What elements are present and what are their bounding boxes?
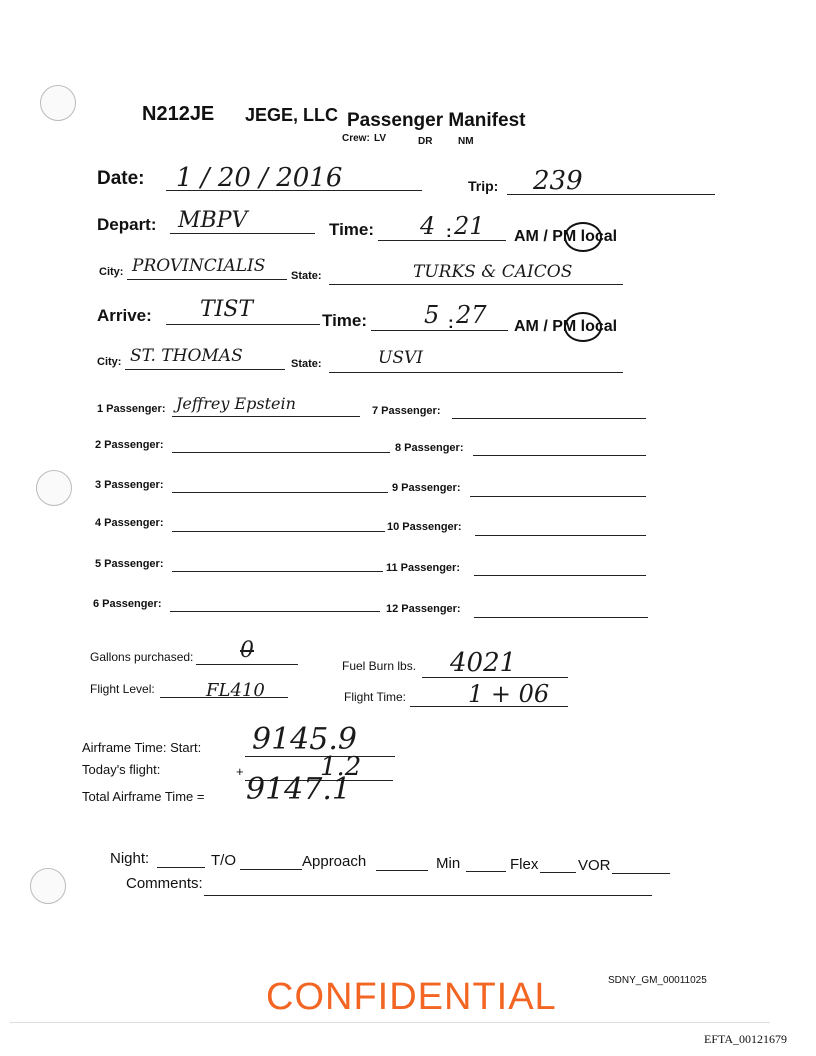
passenger-2-line (172, 452, 390, 453)
crew-3: NM (458, 136, 474, 147)
passenger-3-line (172, 492, 388, 493)
depart-time-min: 21 (454, 212, 485, 240)
arrive-city-line (125, 369, 285, 370)
arrive-line (166, 324, 320, 325)
depart-time-label: Time: (329, 220, 375, 239)
scan-edge-line (10, 1022, 770, 1023)
arrive-time-hour: 5 (424, 301, 440, 329)
to-label: T/O (211, 852, 236, 869)
passenger-1-line (172, 416, 360, 417)
approach-line (376, 870, 428, 871)
depart-ampm: AM / PM local (514, 228, 618, 245)
crew-2: DR (418, 136, 433, 147)
bates-number: SDNY_GM_00011025 (608, 975, 707, 986)
depart-time-colon: : (446, 222, 452, 241)
crew-1: LV (374, 133, 387, 144)
todays-flight-plus: + (236, 764, 244, 779)
gallons-value: 0 (240, 638, 254, 663)
trip-value: 239 (533, 166, 583, 196)
passenger-2-label: 2 Passenger: (95, 439, 164, 451)
arrive-time-label: Time: (322, 311, 368, 330)
depart-pm-circle (564, 222, 602, 252)
passenger-8-line (473, 455, 646, 456)
passenger-10-label: 10 Passenger: (387, 521, 462, 533)
fuel-burn-value: 4021 (450, 648, 517, 678)
to-line (240, 869, 302, 870)
passenger-11-line (474, 575, 646, 576)
form-title: Passenger Manifest (347, 110, 526, 131)
passenger-11-label: 11 Passenger: (386, 562, 460, 574)
min-line (466, 871, 506, 872)
arrive-city-label: City: (97, 356, 122, 368)
todays-flight-label: Today's flight: (82, 762, 161, 777)
efta-number: EFTA_00121679 (704, 1032, 788, 1046)
date-label: Date: (97, 168, 145, 189)
tail-number: N212JE (142, 103, 215, 125)
approach-label: Approach (302, 853, 367, 870)
passenger-10-line (475, 535, 646, 536)
depart-value: MBPV (178, 208, 248, 233)
fuel-burn-label: Fuel Burn lbs. (342, 659, 417, 673)
punch-hole-middle (36, 470, 72, 506)
flex-line (540, 872, 576, 873)
comments-line (204, 895, 652, 896)
night-label: Night: (110, 850, 150, 867)
arrive-state-line (329, 372, 623, 373)
flex-label: Flex (510, 856, 539, 873)
passenger-9-line (470, 496, 646, 497)
company-name: JEGE, LLC (245, 105, 339, 125)
depart-time-line (378, 240, 506, 241)
total-airframe-label: Total Airframe Time = (82, 789, 205, 804)
flight-level-value: FL410 (206, 680, 265, 701)
passenger-7-label: 7 Passenger: (372, 405, 441, 417)
arrive-pm-circle (564, 312, 602, 342)
vor-line (612, 873, 670, 874)
flight-level-label: Flight Level: (90, 682, 155, 696)
arrive-time-line (371, 330, 508, 331)
gallons-label: Gallons purchased: (90, 650, 194, 664)
date-value: 1 / 20 / 2016 (176, 163, 343, 193)
confidential-stamp: CONFIDENTIAL (266, 976, 557, 1018)
arrive-time-min: 27 (456, 301, 487, 329)
depart-state-value: TURKS & CAICOS (413, 262, 573, 282)
passenger-1-label: 1 Passenger: (97, 403, 166, 415)
gallons-line (196, 664, 298, 665)
depart-state-label: State: (291, 270, 322, 282)
passenger-6-label: 6 Passenger: (93, 598, 162, 610)
passenger-6-line (170, 611, 380, 612)
trip-label: Trip: (468, 178, 499, 194)
punch-hole-bottom (30, 868, 66, 904)
arrive-state-value: USVI (378, 348, 423, 368)
arrive-label: Arrive: (97, 306, 152, 325)
depart-city-line (127, 279, 287, 280)
passenger-12-line (474, 617, 648, 618)
passenger-3-label: 3 Passenger: (95, 479, 164, 491)
passenger-5-label: 5 Passenger: (95, 558, 164, 570)
passenger-12-label: 12 Passenger: (386, 603, 461, 615)
night-line (157, 867, 205, 868)
punch-hole-top (40, 85, 76, 121)
flight-time-label: Flight Time: (344, 690, 407, 704)
depart-city-value: PROVINCIALIS (132, 256, 266, 276)
arrive-state-label: State: (291, 358, 322, 370)
arrive-city-value: ST. THOMAS (130, 346, 243, 366)
arrive-value: TIST (200, 297, 254, 322)
min-label: Min (436, 855, 461, 872)
crew-label: Crew: (342, 133, 370, 144)
passenger-9-label: 9 Passenger: (392, 482, 461, 494)
flight-time-value: 1 + 06 (468, 680, 550, 708)
passenger-1-value: Jeffrey Epstein (176, 394, 296, 413)
passenger-4-label: 4 Passenger: (95, 517, 164, 529)
airframe-start-value: 9145.9 (252, 722, 357, 757)
arrive-ampm: AM / PM local (514, 318, 618, 335)
depart-state-line (329, 284, 623, 285)
passenger-8-label: 8 Passenger: (395, 442, 464, 454)
depart-line (170, 233, 315, 234)
comments-label: Comments: (126, 875, 203, 892)
vor-label: VOR (578, 857, 611, 874)
arrive-time-colon: : (448, 313, 454, 332)
passenger-5-line (172, 571, 383, 572)
airframe-start-label: Airframe Time: Start: (82, 740, 202, 755)
depart-time-hour: 4 (420, 212, 436, 240)
passenger-4-line (172, 531, 385, 532)
depart-city-label: City: (99, 266, 124, 278)
passenger-7-line (452, 418, 646, 419)
depart-label: Depart: (97, 215, 157, 234)
total-airframe-value: 9147.1 (246, 772, 351, 807)
todays-flight-value: 1.2 (320, 752, 362, 782)
